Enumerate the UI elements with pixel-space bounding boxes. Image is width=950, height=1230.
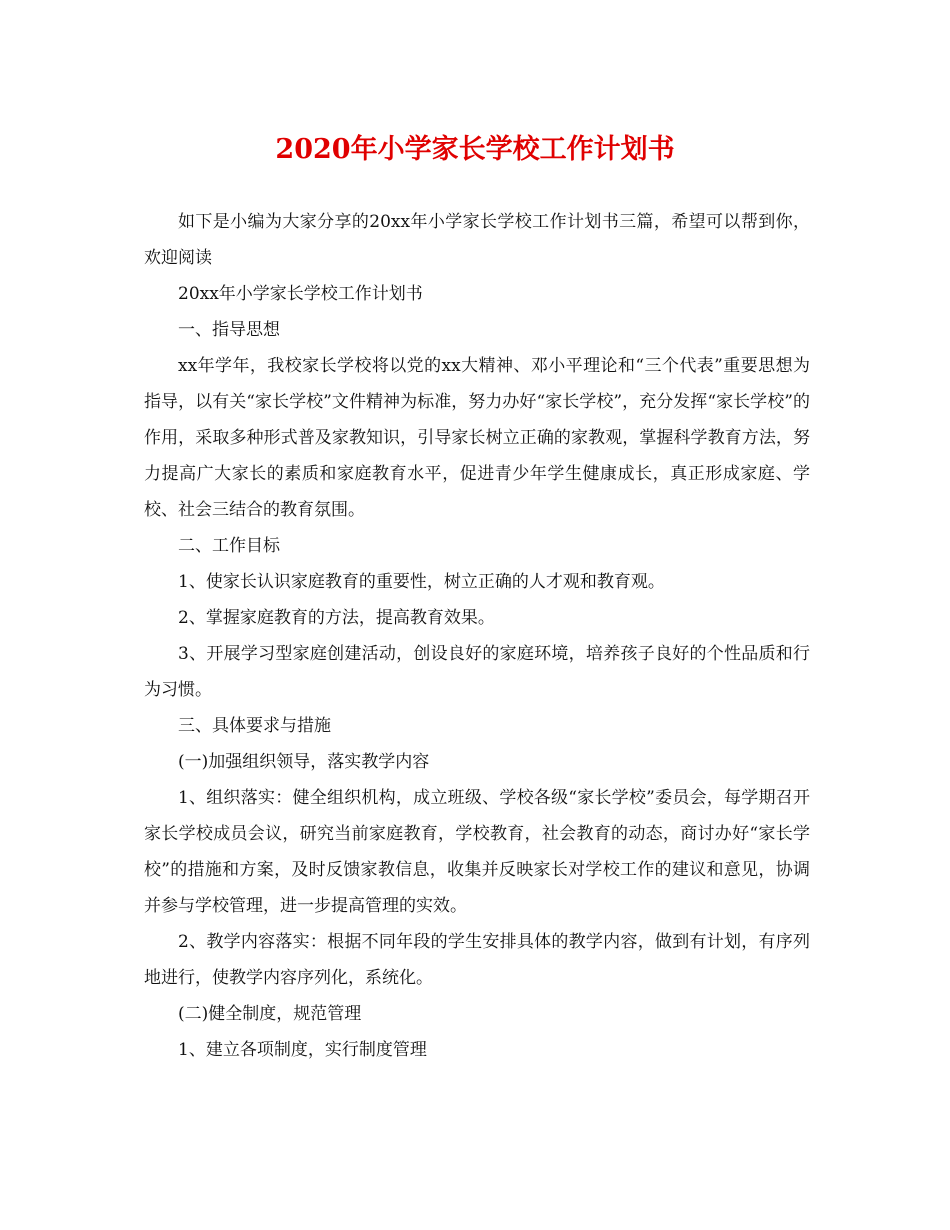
heading-work-goals: 二、工作目标 xyxy=(178,536,280,556)
document-title: 2020年小学家长学校工作计划书 xyxy=(275,134,675,165)
document-body xyxy=(144,204,810,1068)
list-item-goal-2: 2、掌握家庭教育的方法，提高教育效果。 xyxy=(178,608,495,628)
heading-requirements-measures: 三、具体要求与措施 xyxy=(178,716,331,736)
list-item-organization-1: 1、组织落实：健全组织机构，成立班级、学校各级“家长学校”委员会，每学期召开家长学校成员会议，研究当前家庭教育，学校教育，社会教育的动态，商讨办好“家长学校”的措施和方案，及时反馈家教信息，收集并反映家长对学校工作的建议和意见，协调并参与学校管理，进一步提高管理的实效。 xyxy=(144,788,810,916)
subheading-system: (二)健全制度，规范管理 xyxy=(178,1004,362,1024)
list-item-system-1: 1、建立各项制度，实行制度管理 xyxy=(178,1040,427,1060)
heading-guiding-ideology: 一、指导思想 xyxy=(178,320,280,340)
paragraph-subtitle: 20xx年小学家长学校工作计划书 xyxy=(178,284,423,304)
list-item-goal-1: 1、使家长认识家庭教育的重要性，树立正确的人才观和教育观。 xyxy=(178,572,665,592)
paragraph-intro: 如下是小编为大家分享的20xx年小学家长学校工作计划书三篇，希望可以帮到你，欢迎阅读 xyxy=(144,212,810,268)
list-item-organization-2: 2、教学内容落实：根据不同年段的学生安排具体的教学内容，做到有计划，有序列地进行，使教学内容序列化，系统化。 xyxy=(144,932,810,988)
list-item-goal-3: 3、开展学习型家庭创建活动，创设良好的家庭环境，培养孩子良好的个性品质和行为习惯。 xyxy=(144,644,810,700)
paragraph-guiding-ideology: xx年学年，我校家长学校将以党的xx大精神、邓小平理论和“三个代表”重要思想为指导，以有关“家长学校”文件精神为标准，努力办好“家长学校”，充分发挥“家长学校”的作用，采取多种形式普及家教知识，引导家长树立正确的家教观，掌握科学教育方法，努力提高广大家长的素质和家庭教育水平，促进青少年学生健康成长，真正形成家庭、学校、社会三结合的教育氛围。 xyxy=(144,356,810,520)
subheading-organization: (一)加强组织领导，落实教学内容 xyxy=(178,752,430,772)
